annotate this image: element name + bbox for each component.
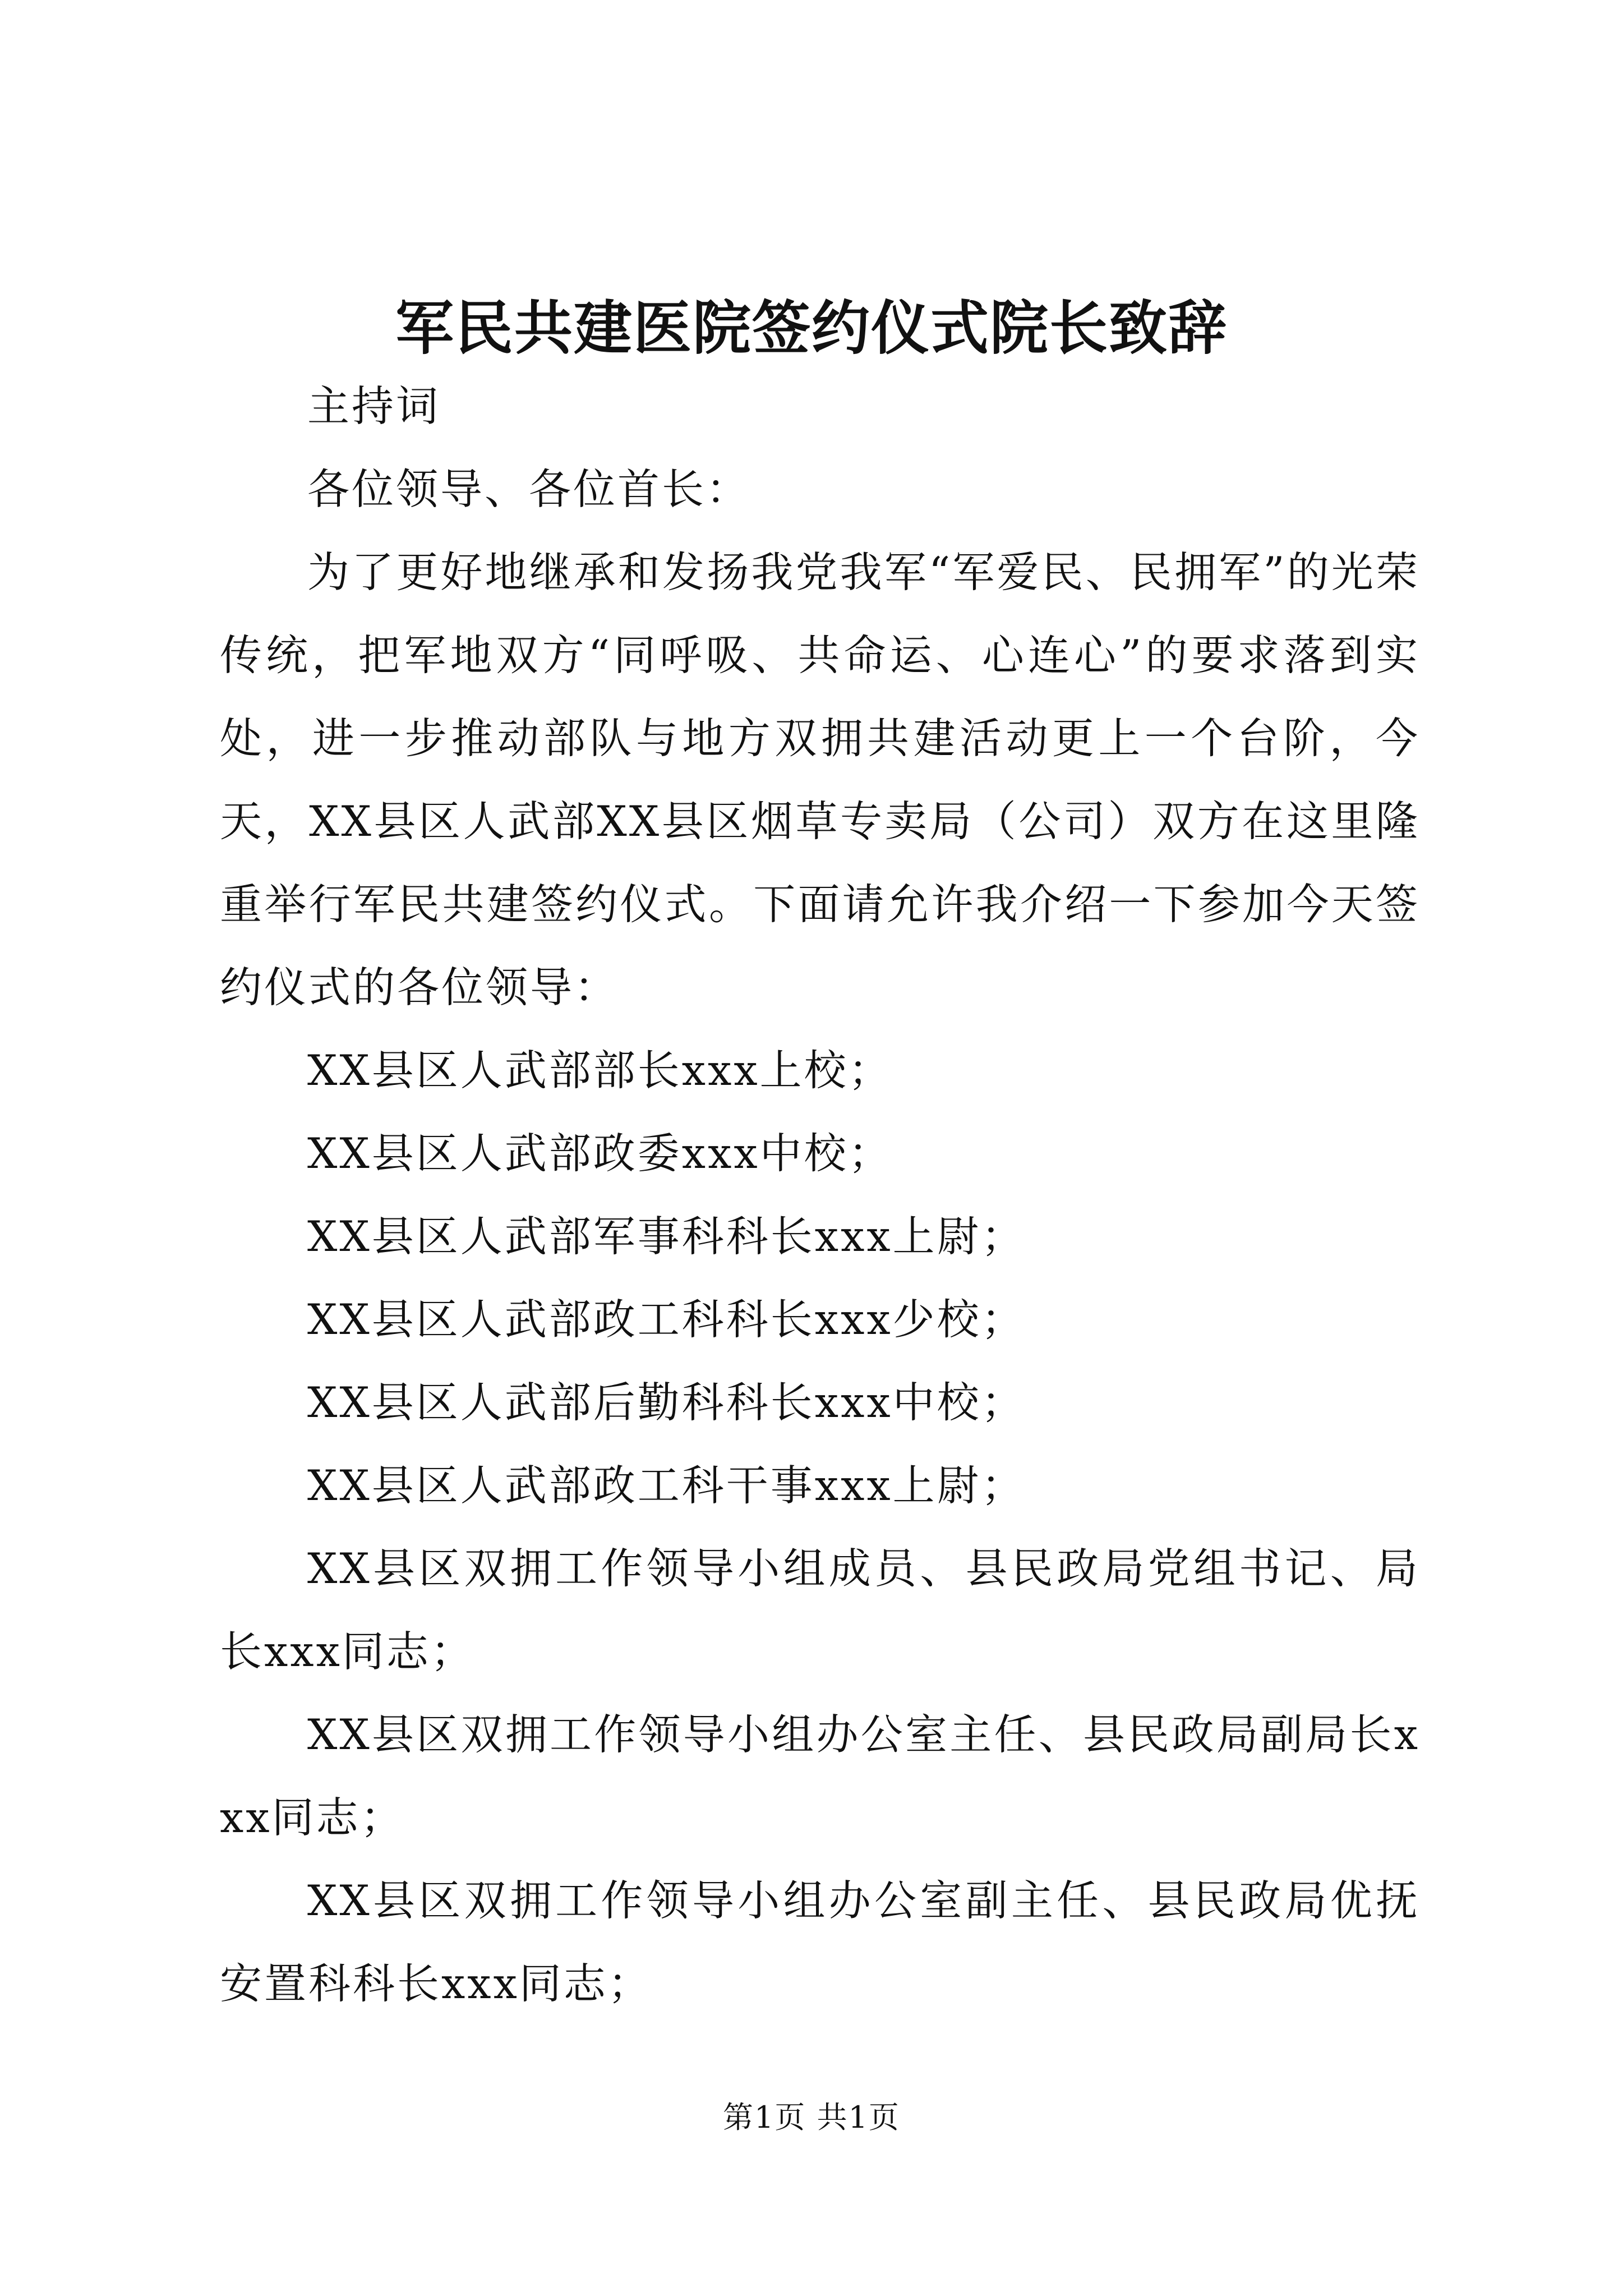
paragraph-attendee: XX县区人武部军事科科长xxx上尉； — [307, 1212, 1026, 1261]
paragraph-attendee: XX县区双拥工作领导小组成员、县民政局党组书记、局长xxx同志； — [220, 1544, 1420, 1676]
paragraph-attendee: XX县区人武部后勤科科长xxx中校； — [307, 1378, 1026, 1427]
paragraph-introduction: 为了更好地继承和发扬我党我军“军爱民、民拥军”的光荣传统，把军地双方“同呼吸、共命运、心连心”的要求落到实处，进一步推动部队与地方双拥共建活动更上一个台阶，今天，XX县区人武部XX县区烟草专卖局（公司）双方在这里隆重举行军民共建签约仪式。下面请允许我介绍一下参加今天签约仪式的各位领导： — [220, 547, 1420, 1012]
paragraph-attendee: XX县区人武部政工科干事xxx上尉； — [307, 1461, 1026, 1510]
document-body — [220, 365, 1420, 2025]
paragraph-attendee: XX县区人武部政委xxx中校； — [307, 1129, 893, 1178]
paragraph-attendee: XX县区人武部部长xxx上校； — [307, 1046, 893, 1095]
paragraph-salutation: 各位领导、各位首长： — [307, 464, 751, 514]
paragraph-attendee: XX县区双拥工作领导小组办公室主任、县民政局副局长xxx同志； — [220, 1710, 1420, 1842]
paragraph-attendee: XX县区双拥工作领导小组办公室副主任、县民政局优抚安置科科长xxx同志； — [220, 1876, 1420, 2008]
page-number-footer: 第1页 共1页 — [723, 2100, 900, 2135]
paragraph-host-title: 主持词 — [307, 381, 441, 431]
document-title: 军民共建医院签约仪式院长致辞 — [395, 293, 1228, 362]
paragraph-attendee: XX县区人武部政工科科长xxx少校； — [307, 1295, 1026, 1344]
